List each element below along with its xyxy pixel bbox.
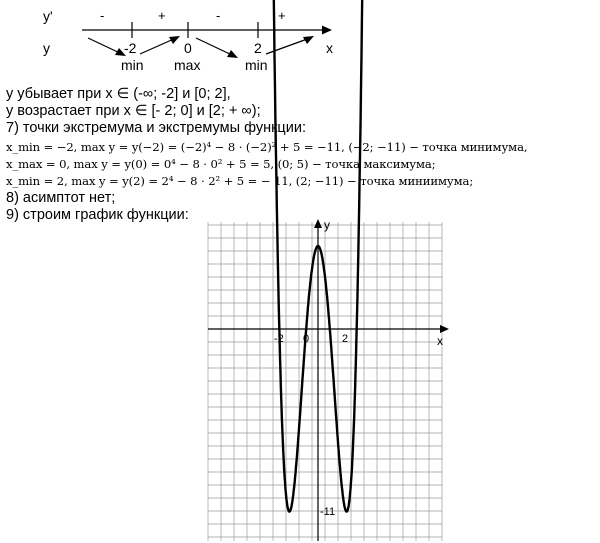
graph-tick-neg11: -11 [320,506,336,518]
yprime-row-label: y' [43,8,53,24]
graph-tick-origin: 0 [303,333,310,345]
graph-tick-2: 2 [342,333,349,345]
point-neg2: -2 [124,40,137,56]
text-decreasing: y убывает при x ∈ (-∞; -2] и [0; 2], [6,86,231,102]
kind-max: max [174,57,201,73]
equation-xmin-2: x_min = 2, max y = y(2) = 2⁴ − 8 · 2² + 5 = − 11, (2; −11) − точка миниимума; [6,174,474,188]
sign-axis-x-label: x [326,40,333,56]
graph-y-axis-arrowhead [314,219,322,228]
text-step7: 7) точки экстремума и экстремумы функции: [6,120,306,136]
text-step8: 8) асимптот нет; [6,190,116,206]
sign-1: - [100,8,105,23]
text-step9: 9) строим график функции: [6,207,189,223]
sign-2: + [158,8,166,23]
sign-4: + [278,8,286,23]
graph-x-axis-arrowhead [440,325,449,333]
text-increasing: y возрастает при x ∈ [- 2; 0] и [2; + ∞); [6,103,261,119]
point-2: 2 [254,40,262,56]
sign-3: - [216,8,221,23]
kind-min-2: min [245,57,268,73]
equation-xmax-0: x_max = 0, max y = y(0) = 0⁴ − 8 · 0² + 5 = 5, (0; 5) − точка максимума; [6,157,436,171]
kind-min-1: min [121,57,144,73]
graph-y-label: y [324,218,330,232]
y-row-label: y [43,40,50,56]
graph-x-label: x [437,334,443,348]
graph-tick-neg2: -2 [274,333,284,345]
point-0: 0 [184,40,192,56]
equation-xmin-neg2: x_min = −2, max y = y(−2) = (−2)⁴ − 8 · (−2)² + 5 = −11, (−2; −11) − точка минимума, [6,140,528,154]
